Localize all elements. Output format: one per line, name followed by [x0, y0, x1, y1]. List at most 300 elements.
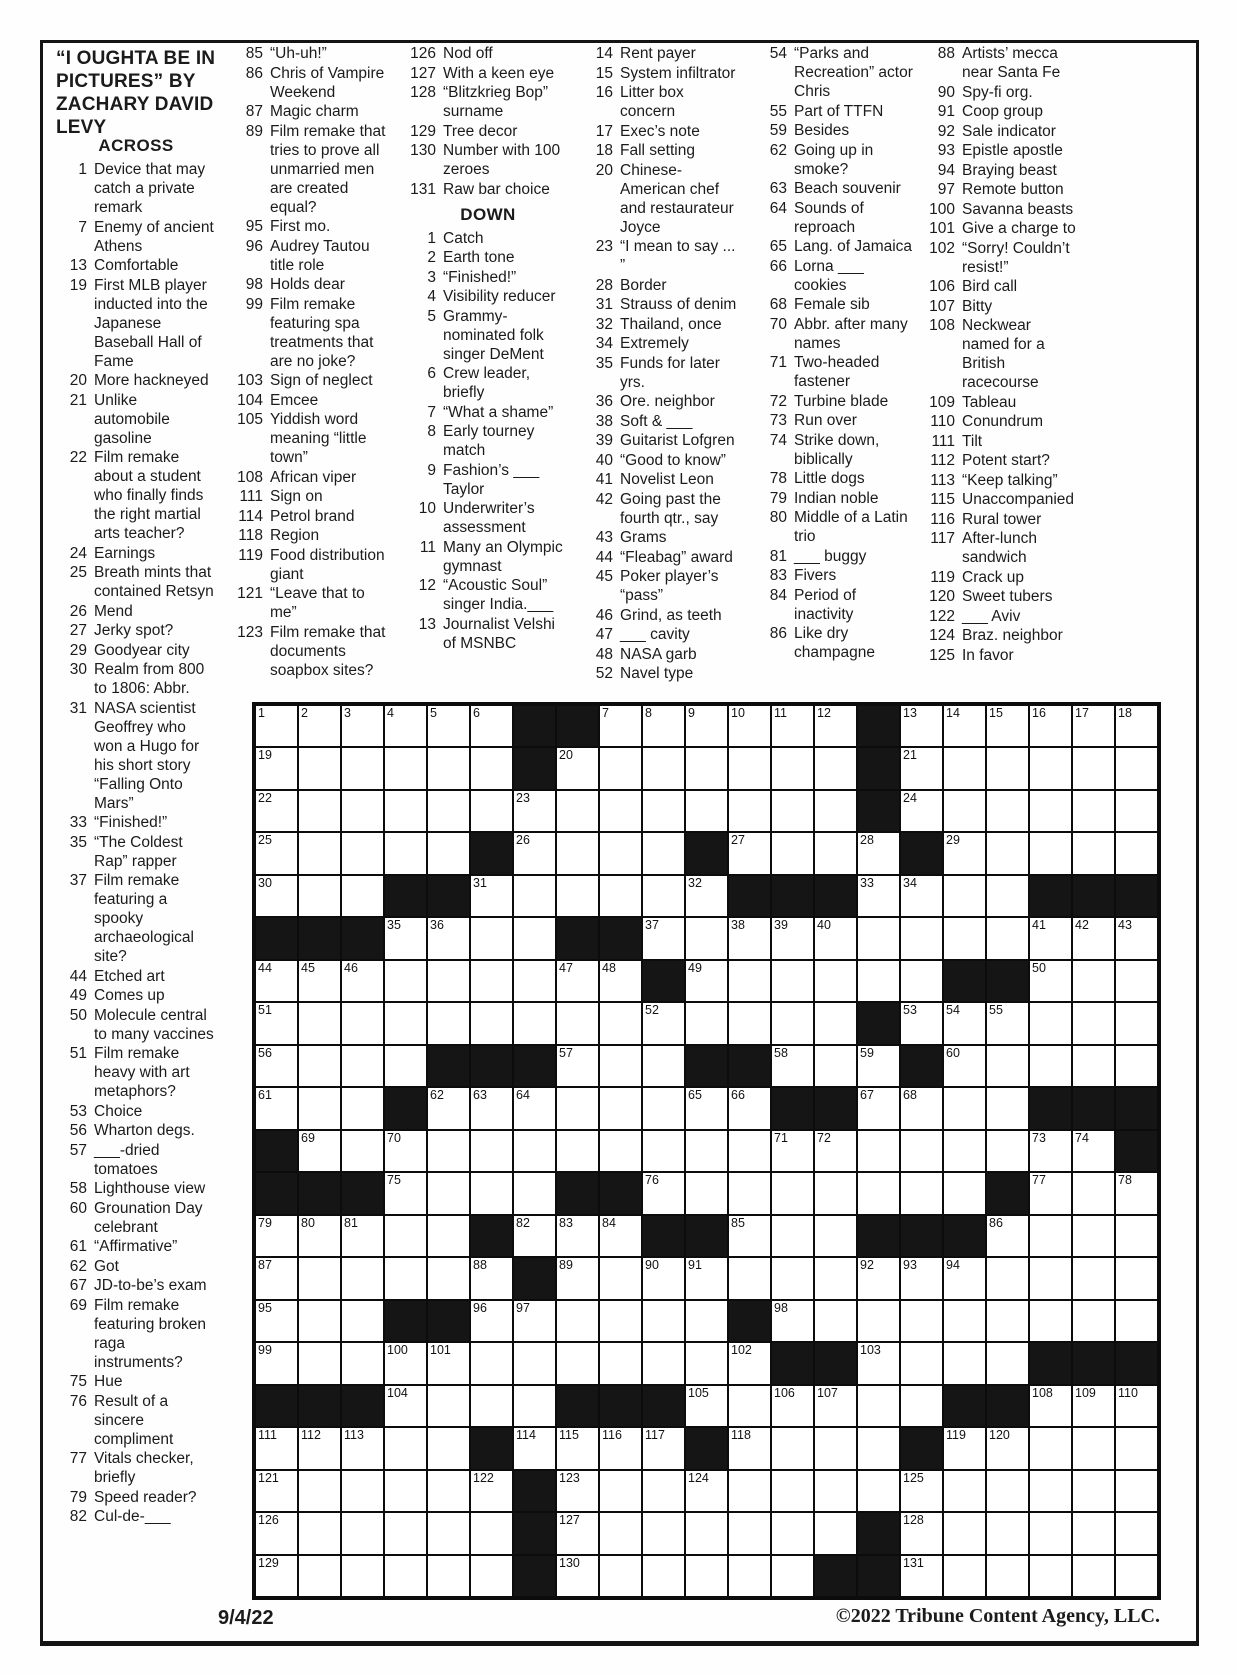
grid-cell[interactable] — [857, 1385, 900, 1427]
grid-cell[interactable] — [384, 1385, 427, 1427]
grid-cell[interactable] — [427, 1555, 470, 1597]
grid-cell[interactable] — [685, 960, 728, 1002]
grid-cell[interactable] — [771, 1470, 814, 1512]
grid-cell[interactable] — [298, 1257, 341, 1299]
grid-cell[interactable] — [341, 960, 384, 1002]
grid-cell[interactable] — [728, 1130, 771, 1172]
grid-cell[interactable] — [298, 1342, 341, 1384]
grid-cell[interactable] — [1029, 960, 1072, 1002]
grid-cell[interactable] — [470, 1385, 513, 1427]
grid-cell[interactable] — [255, 1300, 298, 1342]
grid-cell[interactable] — [642, 1257, 685, 1299]
grid-cell[interactable] — [986, 705, 1029, 747]
grid-cell[interactable] — [341, 705, 384, 747]
grid-cell[interactable] — [1029, 705, 1072, 747]
grid-cell[interactable] — [384, 1130, 427, 1172]
grid-cell[interactable] — [599, 1470, 642, 1512]
grid-cell[interactable] — [814, 832, 857, 874]
grid-cell[interactable] — [943, 1130, 986, 1172]
grid-cell[interactable] — [943, 1172, 986, 1214]
grid-cell[interactable] — [685, 1087, 728, 1129]
grid-cell[interactable] — [255, 1257, 298, 1299]
grid-cell[interactable] — [298, 705, 341, 747]
grid-cell[interactable] — [556, 1427, 599, 1469]
grid-cell[interactable] — [599, 790, 642, 832]
grid-cell[interactable] — [1072, 790, 1115, 832]
grid-cell[interactable] — [685, 1002, 728, 1044]
grid-cell[interactable] — [427, 1470, 470, 1512]
grid-cell[interactable] — [814, 917, 857, 959]
grid-cell[interactable] — [728, 1257, 771, 1299]
grid-cell[interactable] — [771, 1385, 814, 1427]
grid-cell[interactable] — [599, 1427, 642, 1469]
grid-cell[interactable] — [943, 790, 986, 832]
grid-cell[interactable] — [1115, 832, 1158, 874]
grid-cell[interactable] — [1029, 832, 1072, 874]
grid-cell[interactable] — [900, 747, 943, 789]
grid-cell[interactable] — [255, 1045, 298, 1087]
grid-cell[interactable] — [556, 1470, 599, 1512]
grid-cell[interactable] — [341, 1130, 384, 1172]
grid-cell[interactable] — [427, 790, 470, 832]
grid-cell[interactable] — [341, 747, 384, 789]
grid-cell[interactable] — [728, 1215, 771, 1257]
grid-cell[interactable] — [384, 1257, 427, 1299]
grid-cell[interactable] — [341, 1087, 384, 1129]
grid-cell[interactable] — [943, 1427, 986, 1469]
grid-cell[interactable] — [1072, 1470, 1115, 1512]
grid-cell[interactable] — [986, 875, 1029, 917]
grid-cell[interactable] — [857, 1045, 900, 1087]
grid-cell[interactable] — [470, 1130, 513, 1172]
grid-cell[interactable] — [341, 1257, 384, 1299]
grid-cell[interactable] — [556, 1130, 599, 1172]
grid-cell[interactable] — [1072, 1045, 1115, 1087]
grid-cell[interactable] — [556, 1300, 599, 1342]
grid-cell[interactable] — [857, 1257, 900, 1299]
grid-cell[interactable] — [384, 1512, 427, 1554]
grid-cell[interactable] — [384, 747, 427, 789]
grid-cell[interactable] — [642, 1045, 685, 1087]
grid-cell[interactable] — [1072, 1130, 1115, 1172]
grid-cell[interactable] — [470, 747, 513, 789]
grid-cell[interactable] — [642, 1002, 685, 1044]
grid-cell[interactable] — [341, 790, 384, 832]
grid-cell[interactable] — [556, 1555, 599, 1597]
grid-cell[interactable] — [298, 832, 341, 874]
grid-cell[interactable] — [986, 1342, 1029, 1384]
grid-cell[interactable] — [470, 1470, 513, 1512]
grid-cell[interactable] — [986, 917, 1029, 959]
grid-cell[interactable] — [986, 1002, 1029, 1044]
grid-cell[interactable] — [556, 1257, 599, 1299]
grid-cell[interactable] — [943, 1342, 986, 1384]
grid-cell[interactable] — [642, 1427, 685, 1469]
grid-cell[interactable] — [900, 1172, 943, 1214]
grid-cell[interactable] — [857, 1172, 900, 1214]
grid-cell[interactable] — [470, 790, 513, 832]
grid-cell[interactable] — [857, 1470, 900, 1512]
grid-cell[interactable] — [384, 790, 427, 832]
grid-cell[interactable] — [642, 917, 685, 959]
grid-cell[interactable] — [814, 1130, 857, 1172]
grid-cell[interactable] — [599, 1300, 642, 1342]
grid-cell[interactable] — [771, 1427, 814, 1469]
grid-cell[interactable] — [814, 1215, 857, 1257]
grid-cell[interactable] — [642, 790, 685, 832]
grid-cell[interactable] — [470, 1342, 513, 1384]
grid-cell[interactable] — [556, 1215, 599, 1257]
grid-cell[interactable] — [599, 747, 642, 789]
grid-cell[interactable] — [900, 1512, 943, 1554]
grid-cell[interactable] — [298, 1512, 341, 1554]
grid-cell[interactable] — [255, 1555, 298, 1597]
grid-cell[interactable] — [599, 832, 642, 874]
grid-cell[interactable] — [427, 1215, 470, 1257]
grid-cell[interactable] — [1115, 1300, 1158, 1342]
grid-cell[interactable] — [384, 1045, 427, 1087]
grid-cell[interactable] — [427, 917, 470, 959]
grid-cell[interactable] — [384, 1427, 427, 1469]
grid-cell[interactable] — [599, 1002, 642, 1044]
grid-cell[interactable] — [384, 832, 427, 874]
grid-cell[interactable] — [341, 1300, 384, 1342]
grid-cell[interactable] — [728, 1470, 771, 1512]
grid-cell[interactable] — [341, 1002, 384, 1044]
grid-cell[interactable] — [728, 1087, 771, 1129]
grid-cell[interactable] — [341, 832, 384, 874]
grid-cell[interactable] — [900, 875, 943, 917]
grid-cell[interactable] — [255, 960, 298, 1002]
grid-cell[interactable] — [943, 1087, 986, 1129]
grid-cell[interactable] — [298, 1427, 341, 1469]
grid-cell[interactable] — [814, 747, 857, 789]
grid-cell[interactable] — [556, 1045, 599, 1087]
grid-cell[interactable] — [1029, 747, 1072, 789]
grid-cell[interactable] — [986, 1257, 1029, 1299]
grid-cell[interactable] — [556, 1087, 599, 1129]
grid-cell[interactable] — [513, 1427, 556, 1469]
grid-cell[interactable] — [986, 1470, 1029, 1512]
grid-cell[interactable] — [685, 1130, 728, 1172]
grid-cell[interactable] — [728, 960, 771, 1002]
grid-cell[interactable] — [900, 1300, 943, 1342]
grid-cell[interactable] — [1029, 1300, 1072, 1342]
grid-cell[interactable] — [427, 1427, 470, 1469]
grid-cell[interactable] — [943, 1257, 986, 1299]
grid-cell[interactable] — [513, 1002, 556, 1044]
grid-cell[interactable] — [771, 1300, 814, 1342]
grid-cell[interactable] — [685, 705, 728, 747]
grid-cell[interactable] — [470, 1257, 513, 1299]
grid-cell[interactable] — [986, 1045, 1029, 1087]
grid-cell[interactable] — [556, 1512, 599, 1554]
grid-cell[interactable] — [1072, 960, 1115, 1002]
grid-cell[interactable] — [599, 1512, 642, 1554]
grid-cell[interactable] — [1029, 1045, 1072, 1087]
grid-cell[interactable] — [298, 1470, 341, 1512]
grid-cell[interactable] — [642, 1470, 685, 1512]
grid-cell[interactable] — [513, 1300, 556, 1342]
grid-cell[interactable] — [771, 1045, 814, 1087]
grid-cell[interactable] — [298, 1087, 341, 1129]
grid-cell[interactable] — [1115, 1512, 1158, 1554]
grid-cell[interactable] — [599, 875, 642, 917]
grid-cell[interactable] — [642, 1342, 685, 1384]
grid-cell[interactable] — [255, 1215, 298, 1257]
grid-cell[interactable] — [341, 1215, 384, 1257]
grid-cell[interactable] — [728, 1512, 771, 1554]
grid-cell[interactable] — [255, 1427, 298, 1469]
grid-cell[interactable] — [814, 790, 857, 832]
grid-cell[interactable] — [556, 875, 599, 917]
grid-cell[interactable] — [255, 705, 298, 747]
grid-cell[interactable] — [986, 1215, 1029, 1257]
grid-cell[interactable] — [986, 747, 1029, 789]
grid-cell[interactable] — [1072, 917, 1115, 959]
grid-cell[interactable] — [599, 960, 642, 1002]
grid-cell[interactable] — [642, 705, 685, 747]
grid-cell[interactable] — [599, 1257, 642, 1299]
grid-cell[interactable] — [685, 917, 728, 959]
grid-cell[interactable] — [599, 1045, 642, 1087]
grid-cell[interactable] — [728, 1002, 771, 1044]
grid-cell[interactable] — [513, 917, 556, 959]
grid-cell[interactable] — [728, 832, 771, 874]
grid-cell[interactable] — [599, 1087, 642, 1129]
grid-cell[interactable] — [685, 1385, 728, 1427]
grid-cell[interactable] — [771, 1172, 814, 1214]
grid-cell[interactable] — [900, 1342, 943, 1384]
grid-cell[interactable] — [728, 790, 771, 832]
grid-cell[interactable] — [1072, 1172, 1115, 1214]
grid-cell[interactable] — [728, 1342, 771, 1384]
grid-cell[interactable] — [1115, 1002, 1158, 1044]
grid-cell[interactable] — [814, 1045, 857, 1087]
grid-cell[interactable] — [685, 1257, 728, 1299]
grid-cell[interactable] — [470, 1172, 513, 1214]
grid-cell[interactable] — [1072, 1512, 1115, 1554]
grid-cell[interactable] — [943, 1512, 986, 1554]
grid-cell[interactable] — [384, 1342, 427, 1384]
grid-cell[interactable] — [298, 790, 341, 832]
grid-cell[interactable] — [1115, 1470, 1158, 1512]
grid-cell[interactable] — [986, 1427, 1029, 1469]
grid-cell[interactable] — [857, 1342, 900, 1384]
grid-cell[interactable] — [599, 1555, 642, 1597]
grid-cell[interactable] — [814, 1427, 857, 1469]
grid-cell[interactable] — [427, 1130, 470, 1172]
grid-cell[interactable] — [255, 747, 298, 789]
grid-cell[interactable] — [1029, 1470, 1072, 1512]
grid-cell[interactable] — [427, 832, 470, 874]
grid-cell[interactable] — [943, 705, 986, 747]
grid-cell[interactable] — [1029, 1385, 1072, 1427]
grid-cell[interactable] — [427, 1385, 470, 1427]
grid-cell[interactable] — [642, 747, 685, 789]
grid-cell[interactable] — [685, 1470, 728, 1512]
grid-cell[interactable] — [857, 832, 900, 874]
grid-cell[interactable] — [513, 1215, 556, 1257]
grid-cell[interactable] — [857, 960, 900, 1002]
grid-cell[interactable] — [943, 1002, 986, 1044]
grid-cell[interactable] — [900, 1002, 943, 1044]
grid-cell[interactable] — [384, 1555, 427, 1597]
grid-cell[interactable] — [986, 790, 1029, 832]
grid-cell[interactable] — [427, 1002, 470, 1044]
grid-cell[interactable] — [814, 1385, 857, 1427]
grid-cell[interactable] — [943, 747, 986, 789]
grid-cell[interactable] — [943, 917, 986, 959]
grid-cell[interactable] — [298, 1215, 341, 1257]
grid-cell[interactable] — [513, 790, 556, 832]
grid-cell[interactable] — [298, 1045, 341, 1087]
grid-cell[interactable] — [427, 1257, 470, 1299]
grid-cell[interactable] — [556, 790, 599, 832]
grid-cell[interactable] — [599, 1342, 642, 1384]
grid-cell[interactable] — [1115, 1172, 1158, 1214]
grid-cell[interactable] — [986, 1087, 1029, 1129]
grid-cell[interactable] — [513, 832, 556, 874]
grid-cell[interactable] — [556, 832, 599, 874]
grid-cell[interactable] — [1072, 832, 1115, 874]
grid-cell[interactable] — [556, 1342, 599, 1384]
grid-cell[interactable] — [1072, 1555, 1115, 1597]
grid-cell[interactable] — [1029, 1172, 1072, 1214]
grid-cell[interactable] — [814, 960, 857, 1002]
grid-cell[interactable] — [255, 1002, 298, 1044]
grid-cell[interactable] — [900, 790, 943, 832]
grid-cell[interactable] — [900, 705, 943, 747]
grid-cell[interactable] — [900, 917, 943, 959]
grid-cell[interactable] — [427, 705, 470, 747]
grid-cell[interactable] — [1072, 747, 1115, 789]
grid-cell[interactable] — [1072, 1427, 1115, 1469]
grid-cell[interactable] — [599, 1130, 642, 1172]
grid-cell[interactable] — [943, 875, 986, 917]
crossword-grid[interactable] — [252, 702, 1161, 1600]
grid-cell[interactable] — [341, 1555, 384, 1597]
grid-cell[interactable] — [1029, 1002, 1072, 1044]
grid-cell[interactable] — [1072, 1385, 1115, 1427]
grid-cell[interactable] — [728, 1427, 771, 1469]
grid-cell[interactable] — [255, 1087, 298, 1129]
grid-cell[interactable] — [685, 875, 728, 917]
grid-cell[interactable] — [384, 1172, 427, 1214]
grid-cell[interactable] — [427, 1172, 470, 1214]
grid-cell[interactable] — [857, 1427, 900, 1469]
grid-cell[interactable] — [685, 1555, 728, 1597]
grid-cell[interactable] — [255, 790, 298, 832]
grid-cell[interactable] — [298, 960, 341, 1002]
grid-cell[interactable] — [814, 1470, 857, 1512]
grid-cell[interactable] — [298, 1130, 341, 1172]
grid-cell[interactable] — [1029, 1215, 1072, 1257]
grid-cell[interactable] — [771, 1130, 814, 1172]
grid-cell[interactable] — [771, 747, 814, 789]
grid-cell[interactable] — [1072, 705, 1115, 747]
grid-cell[interactable] — [470, 705, 513, 747]
grid-cell[interactable] — [685, 1512, 728, 1554]
grid-cell[interactable] — [298, 1002, 341, 1044]
grid-cell[interactable] — [642, 832, 685, 874]
grid-cell[interactable] — [341, 1427, 384, 1469]
grid-cell[interactable] — [513, 1087, 556, 1129]
grid-cell[interactable] — [255, 832, 298, 874]
grid-cell[interactable] — [642, 1555, 685, 1597]
grid-cell[interactable] — [1115, 790, 1158, 832]
grid-cell[interactable] — [814, 1257, 857, 1299]
grid-cell[interactable] — [1115, 917, 1158, 959]
grid-cell[interactable] — [814, 705, 857, 747]
grid-cell[interactable] — [943, 1470, 986, 1512]
grid-cell[interactable] — [427, 747, 470, 789]
grid-cell[interactable] — [255, 1342, 298, 1384]
grid-cell[interactable] — [1115, 747, 1158, 789]
grid-cell[interactable] — [384, 917, 427, 959]
grid-cell[interactable] — [857, 1300, 900, 1342]
grid-cell[interactable] — [986, 1512, 1029, 1554]
grid-cell[interactable] — [1072, 1002, 1115, 1044]
grid-cell[interactable] — [685, 747, 728, 789]
grid-cell[interactable] — [900, 1470, 943, 1512]
grid-cell[interactable] — [900, 1257, 943, 1299]
grid-cell[interactable] — [642, 875, 685, 917]
grid-cell[interactable] — [771, 705, 814, 747]
grid-cell[interactable] — [513, 1342, 556, 1384]
grid-cell[interactable] — [298, 1300, 341, 1342]
grid-cell[interactable] — [771, 1002, 814, 1044]
grid-cell[interactable] — [900, 1087, 943, 1129]
grid-cell[interactable] — [513, 1130, 556, 1172]
grid-cell[interactable] — [943, 1555, 986, 1597]
grid-cell[interactable] — [384, 1470, 427, 1512]
grid-cell[interactable] — [470, 1087, 513, 1129]
grid-cell[interactable] — [470, 917, 513, 959]
grid-cell[interactable] — [986, 832, 1029, 874]
grid-cell[interactable] — [642, 1512, 685, 1554]
grid-cell[interactable] — [771, 1215, 814, 1257]
grid-cell[interactable] — [1115, 705, 1158, 747]
grid-cell[interactable] — [943, 1300, 986, 1342]
grid-cell[interactable] — [1115, 960, 1158, 1002]
grid-cell[interactable] — [384, 960, 427, 1002]
grid-cell[interactable] — [642, 1172, 685, 1214]
grid-cell[interactable] — [642, 1087, 685, 1129]
grid-cell[interactable] — [255, 1470, 298, 1512]
grid-cell[interactable] — [728, 747, 771, 789]
grid-cell[interactable] — [1115, 1215, 1158, 1257]
grid-cell[interactable] — [986, 1555, 1029, 1597]
grid-cell[interactable] — [427, 1342, 470, 1384]
grid-cell[interactable] — [1029, 1512, 1072, 1554]
grid-cell[interactable] — [943, 832, 986, 874]
grid-cell[interactable] — [900, 1385, 943, 1427]
grid-cell[interactable] — [599, 1215, 642, 1257]
grid-cell[interactable] — [427, 960, 470, 1002]
grid-cell[interactable] — [384, 1215, 427, 1257]
grid-cell[interactable] — [728, 705, 771, 747]
grid-cell[interactable] — [1115, 1555, 1158, 1597]
grid-cell[interactable] — [642, 1300, 685, 1342]
grid-cell[interactable] — [986, 1130, 1029, 1172]
grid-cell[interactable] — [1029, 1130, 1072, 1172]
grid-cell[interactable] — [384, 1002, 427, 1044]
grid-cell[interactable] — [857, 1130, 900, 1172]
grid-cell[interactable] — [427, 1087, 470, 1129]
grid-cell[interactable] — [470, 1002, 513, 1044]
grid-cell[interactable] — [642, 1130, 685, 1172]
